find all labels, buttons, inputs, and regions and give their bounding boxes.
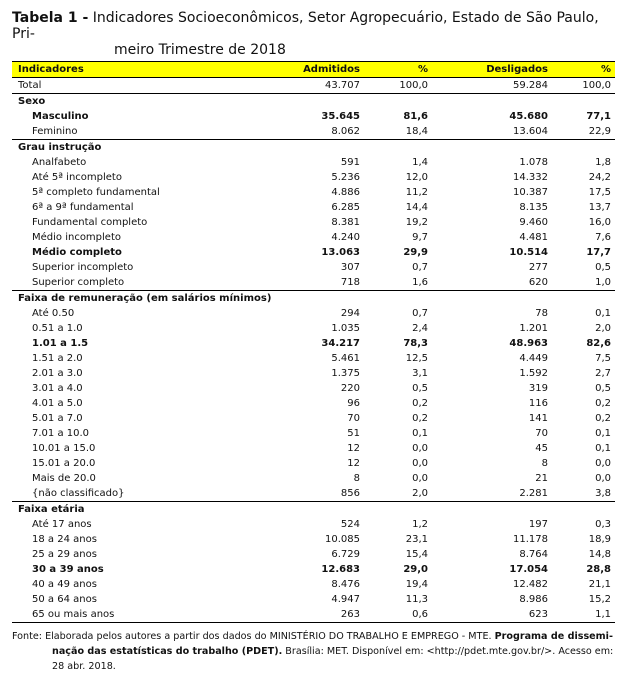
- table-row: [12, 456, 615, 471]
- admitidos-cell: 12: [347, 458, 360, 469]
- desligados-cell: 78: [535, 308, 548, 319]
- desligados-cell: 1.592: [519, 368, 548, 379]
- admitidos-cell: 12: [347, 443, 360, 454]
- row-label: Fundamental completo: [32, 217, 148, 228]
- desligados-cell: 45.680: [509, 111, 548, 122]
- header-admitidos-pct: %: [364, 62, 432, 78]
- desligados-pct-cell: 0,3: [595, 519, 611, 530]
- admitidos-pct-cell: 12,0: [405, 172, 428, 183]
- table-title: [12, 10, 615, 58]
- admitidos-pct-cell: 3,1: [412, 368, 428, 379]
- empty-cell: [432, 291, 552, 307]
- admitidos-cell: 70: [347, 413, 360, 424]
- row-label: 1.01 a 1.5: [32, 338, 89, 349]
- table-row: [12, 366, 615, 381]
- empty-cell: [552, 94, 615, 110]
- desligados-pct-cell: 17,5: [588, 187, 611, 198]
- row-label: Analfabeto: [32, 157, 87, 168]
- desligados-cell: 2.281: [519, 488, 548, 499]
- table-row: [12, 215, 615, 230]
- table-body: [12, 78, 615, 623]
- admitidos-cell: 13.063: [321, 247, 360, 258]
- table-row: [12, 170, 615, 185]
- section-label: Grau instrução: [12, 140, 242, 156]
- desligados-pct-cell: 0,1: [595, 308, 611, 319]
- admitidos-cell: 591: [340, 157, 360, 168]
- header-desligados: Desligados: [432, 62, 552, 78]
- row-label: 40 a 49 anos: [32, 579, 97, 590]
- admitidos-cell: 220: [340, 383, 360, 394]
- desligados-cell: 8.135: [519, 202, 548, 213]
- desligados-pct-cell: 0,5: [595, 383, 611, 394]
- row-label: Médio incompleto: [32, 232, 121, 243]
- desligados-pct-cell: 2,7: [595, 368, 611, 379]
- desligados-pct-cell: 1,1: [552, 607, 615, 623]
- desligados-pct-cell: 0,1: [595, 443, 611, 454]
- admitidos-pct-cell: 18,4: [405, 126, 428, 137]
- desligados-cell: 10.387: [513, 187, 548, 198]
- desligados-cell: 8.764: [519, 549, 548, 560]
- table-row: [12, 592, 615, 607]
- admitidos-cell: 12.683: [321, 564, 360, 575]
- source-note: [12, 629, 615, 674]
- table-row: [12, 351, 615, 366]
- section-row: [12, 94, 615, 110]
- desligados-cell: 11.178: [513, 534, 548, 545]
- admitidos-cell: 43.707: [242, 78, 364, 94]
- desligados-pct-cell: 22,9: [588, 126, 611, 137]
- table-row: [12, 245, 615, 260]
- row-label: Total: [12, 78, 242, 94]
- admitidos-cell: 5.461: [331, 353, 360, 364]
- empty-cell: [364, 502, 432, 518]
- admitidos-pct-cell: 12,5: [405, 353, 428, 364]
- row-label: {não classificado}: [32, 488, 125, 499]
- admitidos-pct-cell: 11,3: [405, 594, 428, 605]
- admitidos-cell: 294: [340, 308, 360, 319]
- row-label: Até 17 anos: [32, 519, 92, 530]
- admitidos-cell: 856: [340, 488, 360, 499]
- section-row: [12, 140, 615, 156]
- row-label: Até 0.50: [32, 308, 75, 319]
- desligados-pct-cell: 18,9: [588, 534, 611, 545]
- desligados-cell: 277: [528, 262, 548, 273]
- section-label: Faixa de remuneração (em salários mínimos): [12, 291, 242, 307]
- table-header-row: [12, 62, 615, 78]
- desligados-pct-cell: 16,0: [588, 217, 611, 228]
- admitidos-cell: 5.236: [331, 172, 360, 183]
- admitidos-cell: 6.285: [331, 202, 360, 213]
- admitidos-pct-cell: 0,0: [412, 473, 428, 484]
- admitidos-pct-cell: 1,2: [412, 519, 428, 530]
- admitidos-pct-cell: 0,6: [364, 607, 432, 623]
- title-line-1: Indicadores Socioeconômicos, Setor Agropecuário, Estado de São Paulo, Pri-: [12, 10, 599, 42]
- desligados-pct-cell: 1,0: [595, 277, 611, 288]
- table-row: [12, 260, 615, 275]
- desligados-cell: 45: [535, 443, 548, 454]
- section-row: [12, 502, 615, 518]
- desligados-pct-cell: 15,2: [588, 594, 611, 605]
- table-row: [12, 577, 615, 592]
- header-admitidos: Admitidos: [242, 62, 364, 78]
- desligados-cell: 623: [432, 607, 552, 623]
- desligados-cell: 4.449: [519, 353, 548, 364]
- admitidos-pct-cell: 11,2: [405, 187, 428, 198]
- table-row: [12, 185, 615, 200]
- admitidos-pct-cell: 0,2: [412, 398, 428, 409]
- row-label: Feminino: [32, 126, 78, 137]
- row-label: Mais de 20.0: [32, 473, 96, 484]
- desligados-pct-cell: 2,0: [595, 323, 611, 334]
- empty-cell: [364, 94, 432, 110]
- desligados-pct-cell: 0,2: [595, 413, 611, 424]
- desligados-pct-cell: 77,1: [586, 111, 611, 122]
- source-bold-1: Programa de dissemi-: [494, 631, 613, 642]
- admitidos-cell: 6.729: [331, 549, 360, 560]
- data-table: [12, 61, 615, 623]
- title-line-2: meiro Trimestre de 2018: [114, 42, 286, 58]
- admitidos-pct-cell: 19,4: [405, 579, 428, 590]
- table-row: [12, 486, 615, 502]
- row-label: 2.01 a 3.0: [32, 368, 83, 379]
- desligados-cell: 13.604: [513, 126, 548, 137]
- row-label: Até 5ª incompleto: [32, 172, 122, 183]
- admitidos-pct-cell: 0,1: [412, 428, 428, 439]
- row-label: 7.01 a 10.0: [32, 428, 90, 439]
- row-label: 18 a 24 anos: [32, 534, 97, 545]
- desligados-pct-cell: 0,5: [595, 262, 611, 273]
- row-label: 15.01 a 20.0: [32, 458, 96, 469]
- row-label: 50 a 64 anos: [32, 594, 97, 605]
- desligados-cell: 10.514: [509, 247, 548, 258]
- admitidos-pct-cell: 0,7: [412, 262, 428, 273]
- row-label: 3.01 a 4.0: [32, 383, 83, 394]
- admitidos-pct-cell: 78,3: [403, 338, 428, 349]
- row-label: 6ª a 9ª fundamental: [32, 202, 134, 213]
- desligados-pct-cell: 14,8: [588, 549, 611, 560]
- empty-cell: [364, 140, 432, 156]
- admitidos-pct-cell: 0,2: [412, 413, 428, 424]
- desligados-cell: 620: [528, 277, 548, 288]
- table-row: [12, 200, 615, 215]
- admitidos-pct-cell: 0,5: [412, 383, 428, 394]
- admitidos-pct-cell: 1,4: [412, 157, 428, 168]
- admitidos-pct-cell: 81,6: [403, 111, 428, 122]
- desligados-pct-cell: 0,0: [595, 473, 611, 484]
- desligados-cell: 59.284: [432, 78, 552, 94]
- desligados-pct-cell: 0,2: [595, 398, 611, 409]
- desligados-cell: 116: [528, 398, 548, 409]
- admitidos-pct-cell: 19,2: [405, 217, 428, 228]
- admitidos-cell: 8.476: [331, 579, 360, 590]
- row-label: Médio completo: [32, 247, 122, 258]
- table-row: [12, 275, 615, 291]
- admitidos-cell: 1.035: [331, 323, 360, 334]
- admitidos-pct-cell: 2,0: [412, 488, 428, 499]
- empty-cell: [242, 140, 364, 156]
- admitidos-pct-cell: 23,1: [405, 534, 428, 545]
- admitidos-pct-cell: 29,9: [403, 247, 428, 258]
- row-label: 0.51 a 1.0: [32, 323, 83, 334]
- empty-cell: [242, 94, 364, 110]
- admitidos-cell: 96: [347, 398, 360, 409]
- table-row: [12, 321, 615, 336]
- desligados-cell: 12.482: [513, 579, 548, 590]
- desligados-cell: 17.054: [509, 564, 548, 575]
- admitidos-pct-cell: 0,0: [412, 443, 428, 454]
- desligados-pct-cell: 17,7: [586, 247, 611, 258]
- table-row: [12, 471, 615, 486]
- header-desligados-pct: %: [552, 62, 615, 78]
- desligados-pct-cell: 1,8: [595, 157, 611, 168]
- row-label: 5ª completo fundamental: [32, 187, 160, 198]
- row-label: 10.01 a 15.0: [32, 443, 96, 454]
- admitidos-cell: 307: [340, 262, 360, 273]
- admitidos-cell: 4.947: [331, 594, 360, 605]
- desligados-cell: 14.332: [513, 172, 548, 183]
- admitidos-cell: 1.375: [331, 368, 360, 379]
- row-label: Superior completo: [32, 277, 125, 288]
- section-row: [12, 291, 615, 307]
- row-label: 4.01 a 5.0: [32, 398, 83, 409]
- admitidos-cell: 51: [347, 428, 360, 439]
- table-number: Tabela 1 -: [12, 10, 89, 26]
- desligados-pct-cell: 3,8: [595, 488, 611, 499]
- desligados-cell: 141: [528, 413, 548, 424]
- desligados-pct-cell: 82,6: [586, 338, 611, 349]
- admitidos-pct-cell: 14,4: [405, 202, 428, 213]
- source-line-3: 28 abr. 2018.: [52, 661, 116, 672]
- empty-cell: [432, 140, 552, 156]
- admitidos-pct-cell: 29,0: [403, 564, 428, 575]
- empty-cell: [552, 291, 615, 307]
- admitidos-cell: 34.217: [321, 338, 360, 349]
- admitidos-cell: 8.381: [331, 217, 360, 228]
- desligados-cell: 1.078: [519, 157, 548, 168]
- table-row: [12, 336, 615, 351]
- row-label: Masculino: [32, 111, 89, 122]
- source-rest-2: Brasília: MET. Disponível em: <http://pdet.mte.gov.br/>. Acesso em:: [285, 646, 614, 657]
- desligados-pct-cell: 100,0: [552, 78, 615, 94]
- empty-cell: [432, 502, 552, 518]
- table-row: [12, 306, 615, 321]
- table-row: [12, 532, 615, 547]
- admitidos-pct-cell: 0,0: [412, 458, 428, 469]
- header-indicadores: Indicadores: [12, 62, 242, 78]
- section-label: Sexo: [12, 94, 242, 110]
- admitidos-pct-cell: 15,4: [405, 549, 428, 560]
- admitidos-pct-cell: 100,0: [364, 78, 432, 94]
- source-bold-2: nação das estatísticas do trabalho (PDET).: [52, 646, 283, 657]
- table-row: [12, 396, 615, 411]
- desligados-cell: 4.481: [519, 232, 548, 243]
- desligados-cell: 70: [535, 428, 548, 439]
- table-row: [12, 547, 615, 562]
- desligados-cell: 9.460: [519, 217, 548, 228]
- empty-cell: [552, 140, 615, 156]
- table-row: [12, 381, 615, 396]
- desligados-cell: 1.201: [519, 323, 548, 334]
- admitidos-cell: 263: [242, 607, 364, 623]
- empty-cell: [552, 502, 615, 518]
- empty-cell: [242, 502, 364, 518]
- empty-cell: [432, 94, 552, 110]
- table-row: [12, 109, 615, 124]
- admitidos-cell: 35.645: [321, 111, 360, 122]
- table-row: [12, 230, 615, 245]
- admitidos-pct-cell: 0,7: [412, 308, 428, 319]
- desligados-cell: 48.963: [509, 338, 548, 349]
- desligados-pct-cell: 0,1: [595, 428, 611, 439]
- row-label: 5.01 a 7.0: [32, 413, 83, 424]
- desligados-pct-cell: 13,7: [588, 202, 611, 213]
- row-label: 30 a 39 anos: [32, 564, 104, 575]
- table-row: [12, 426, 615, 441]
- admitidos-pct-cell: 9,7: [412, 232, 428, 243]
- desligados-cell: 8: [541, 458, 548, 469]
- admitidos-cell: 8: [353, 473, 360, 484]
- admitidos-cell: 10.085: [325, 534, 360, 545]
- table-row: [12, 155, 615, 170]
- table-row: [12, 607, 615, 623]
- table-row: [12, 411, 615, 426]
- admitidos-cell: 8.062: [331, 126, 360, 137]
- row-label: 65 ou mais anos: [12, 607, 242, 623]
- admitidos-pct-cell: 1,6: [412, 277, 428, 288]
- source-prefix: Fonte: Elaborada pelos autores a partir dos dados do MINISTÉRIO DO TRABALHO E EMPREGO - MTE.: [12, 631, 492, 642]
- row-label: 1.51 a 2.0: [32, 353, 83, 364]
- empty-cell: [364, 291, 432, 307]
- section-label: Faixa etária: [12, 502, 242, 518]
- total-row: [12, 78, 615, 94]
- desligados-pct-cell: 24,2: [588, 172, 611, 183]
- row-label: Superior incompleto: [32, 262, 134, 273]
- desligados-pct-cell: 0,0: [595, 458, 611, 469]
- table-row: [12, 562, 615, 577]
- admitidos-cell: 718: [340, 277, 360, 288]
- table-row: [12, 124, 615, 140]
- row-label: 25 a 29 anos: [32, 549, 97, 560]
- admitidos-pct-cell: 2,4: [412, 323, 428, 334]
- desligados-pct-cell: 7,5: [595, 353, 611, 364]
- table-row: [12, 517, 615, 532]
- table-row: [12, 441, 615, 456]
- desligados-cell: 197: [528, 519, 548, 530]
- desligados-pct-cell: 7,6: [595, 232, 611, 243]
- desligados-cell: 8.986: [519, 594, 548, 605]
- admitidos-cell: 524: [340, 519, 360, 530]
- desligados-cell: 319: [528, 383, 548, 394]
- admitidos-cell: 4.886: [331, 187, 360, 198]
- desligados-cell: 21: [535, 473, 548, 484]
- desligados-pct-cell: 21,1: [588, 579, 611, 590]
- admitidos-cell: 4.240: [331, 232, 360, 243]
- desligados-pct-cell: 28,8: [586, 564, 611, 575]
